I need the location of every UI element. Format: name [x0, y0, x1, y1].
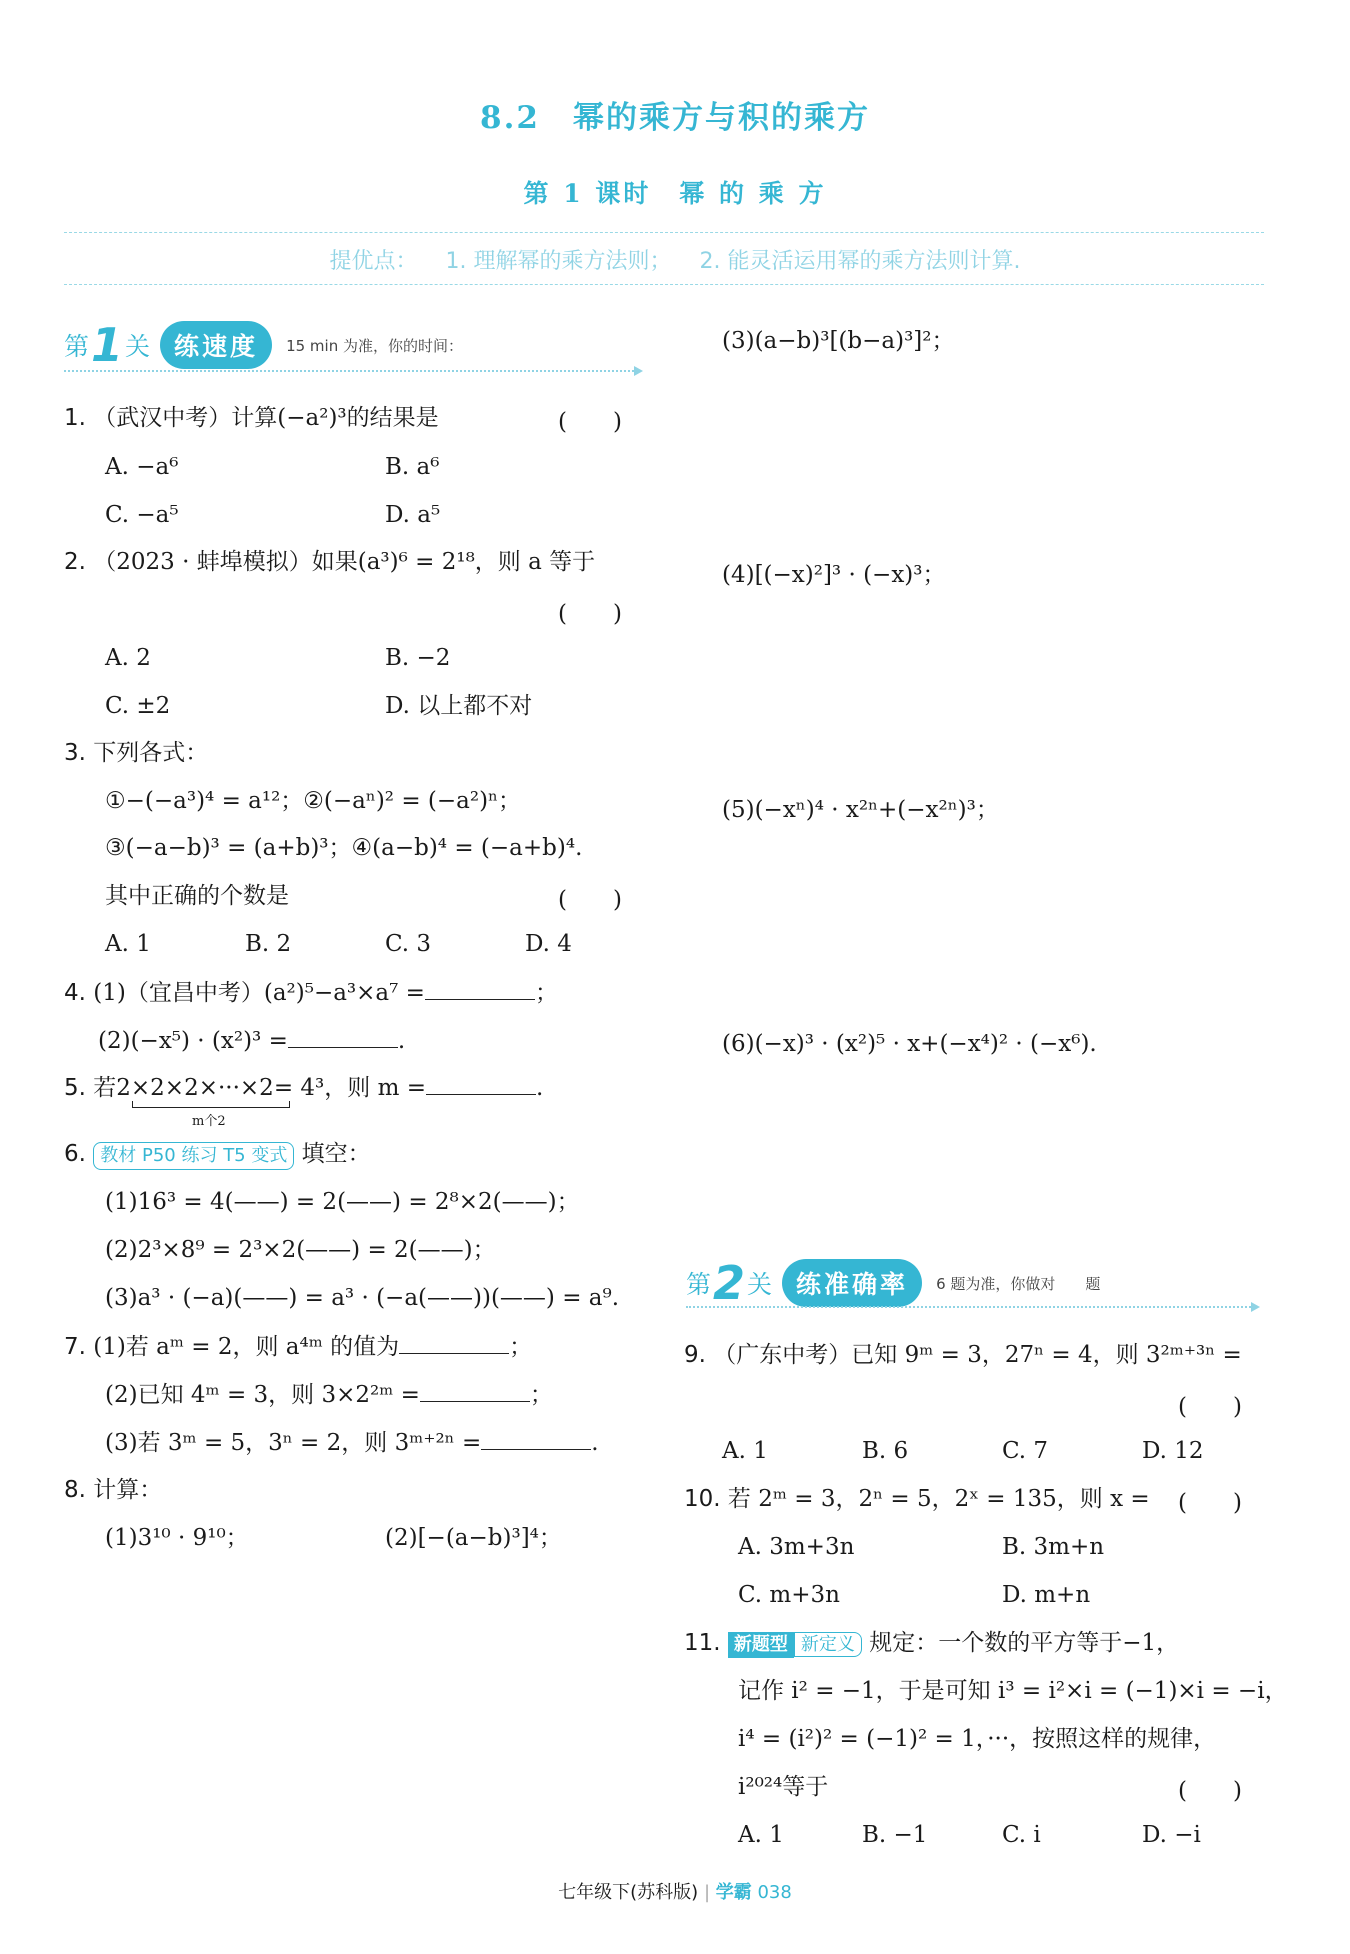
punctuation: . [535, 1075, 544, 1101]
learning-goals [0, 244, 1350, 275]
question-stem: 记作 i² = −1，于是可知 i³ = i²×i = (−1)×i = −i， [738, 1678, 1288, 1704]
goal-2: 2. 能灵活运用幂的乘方法则计算. [699, 249, 1021, 274]
section-title: 8.2 幂的乘方与积的乘方 [480, 100, 870, 136]
punctuation: ； [534, 980, 558, 1006]
section-di: 第 [64, 332, 90, 361]
question-number: 1. [64, 405, 86, 431]
question-10 [684, 1484, 1150, 1514]
answer-paren: ( ) [558, 887, 622, 913]
question-stem: 填空： [301, 1141, 371, 1167]
answer-blank[interactable] [425, 977, 535, 1000]
sub-question: (2)[−(a−b)³]⁴； [385, 1525, 562, 1551]
option-a: A. 1 [738, 1822, 784, 1848]
answer-blank[interactable] [288, 1025, 398, 1048]
section-1-header [64, 318, 463, 378]
grade-label: 七年级下(苏科版) [558, 1882, 699, 1903]
question-7-part-3 [105, 1427, 599, 1458]
section-badge: 练速度 [160, 321, 272, 369]
statement-line: ③(−a−b)³ = (a+b)³；④(a−b)⁴ = (−a+b)⁴. [105, 835, 583, 861]
score-note: 6 题为准，你做对 题 [936, 1274, 1101, 1293]
arrow-icon [1251, 1302, 1260, 1312]
question-number: 5. [64, 1075, 86, 1101]
option-b: B. 6 [862, 1438, 909, 1464]
question-number: 6. [64, 1141, 86, 1167]
question-6 [64, 1139, 371, 1170]
sub-question: (2)(−x⁵) · (x²)³ = [98, 1028, 288, 1054]
question-11 [684, 1628, 1179, 1658]
sub-question: (1)若 aᵐ = 2，则 a⁴ᵐ 的值为 [93, 1334, 400, 1360]
section-guan: 关 [747, 1270, 773, 1299]
option-b: B. −1 [862, 1822, 928, 1848]
brand-name: 学霸 [715, 1882, 752, 1903]
option-c: C. 7 [1002, 1438, 1049, 1464]
goals-label: 提优点： [329, 249, 418, 274]
question-stem: = 4³，则 m = [273, 1075, 426, 1101]
question-number: 7. [64, 1334, 86, 1360]
divider [64, 232, 1264, 233]
option-b: B. −2 [385, 645, 451, 671]
punctuation: ； [529, 1382, 553, 1408]
question-stem: i⁴ = (i²)² = (−1)² = 1，···，按照这样的规律， [738, 1726, 1217, 1752]
answer-blank[interactable] [420, 1379, 530, 1402]
question-stem: 下列各式： [93, 740, 209, 766]
option-a: A. −a⁶ [105, 454, 179, 480]
statement-line: ①−(−a³)⁴ = a¹²；②(−aⁿ)² = (−a²)ⁿ； [105, 788, 522, 814]
page-footer [0, 1878, 1350, 1904]
question-1 [64, 403, 439, 433]
answer-blank[interactable] [399, 1331, 509, 1354]
question-stem: 计算： [93, 1477, 163, 1503]
punctuation: . [397, 1028, 406, 1054]
textbook-tag: 教材 P50 练习 T5 变式 [93, 1142, 294, 1170]
question-2 [64, 547, 595, 577]
sub-question: (3)若 3ᵐ = 5，3ⁿ = 2，则 3ᵐ⁺²ⁿ = [105, 1430, 482, 1456]
time-note: 15 min 为准，你的时间： [286, 336, 463, 355]
question-stem: 若 [93, 1075, 117, 1101]
section-number: 1 [91, 318, 124, 372]
option-c: C. −a⁵ [105, 502, 179, 528]
option-d: D. 以上都不对 [385, 693, 533, 719]
goal-1: 1. 理解幂的乘方法则； [445, 249, 672, 274]
option-b: B. a⁶ [385, 454, 440, 480]
answer-paren: ( ) [1178, 1778, 1242, 1804]
sub-question: (6)(−x)³ · (x²)⁵ · x+(−x⁴)² · (−x⁶). [722, 1031, 1097, 1057]
option-b: B. 3m+n [1002, 1534, 1105, 1560]
section-badge: 练准确率 [782, 1259, 922, 1307]
punctuation: ； [509, 1334, 533, 1360]
question-7 [64, 1331, 532, 1362]
punctuation: . [591, 1430, 599, 1456]
question-4-part-2 [98, 1025, 405, 1056]
dotted-rule [64, 370, 634, 372]
option-a: A. 1 [722, 1438, 768, 1464]
option-c: C. ±2 [105, 693, 171, 719]
lesson-subtitle: 第 1 课时 幂 的 乘 方 [523, 179, 827, 208]
question-number: 3. [64, 740, 86, 766]
question-number: 8. [64, 1477, 86, 1503]
question-stem: （广东中考）已知 9ᵐ = 3，27ⁿ = 4，则 3²ᵐ⁺³ⁿ = [713, 1342, 1242, 1368]
fill-line: (2)2³×8⁹ = 2³×2(——) = 2(——)； [105, 1237, 496, 1263]
dotted-rule [686, 1306, 1251, 1308]
question-3 [64, 738, 208, 768]
question-stem: i²⁰²⁴等于 [738, 1774, 829, 1800]
fill-line: (1)16³ = 4(——) = 2(——) = 2⁸×2(——)； [105, 1189, 580, 1215]
underbrace [132, 1101, 290, 1108]
option-c: C. m+3n [738, 1582, 840, 1608]
option-a: A. 1 [105, 931, 151, 957]
question-8 [64, 1475, 162, 1505]
section-number: 2 [713, 1256, 746, 1310]
sub-question: (1)（宜昌中考）(a²)⁵−a³×a⁷ = [93, 980, 425, 1006]
braced-product: 2×2×2×···×2 [116, 1075, 274, 1101]
question-4 [64, 977, 558, 1008]
question-9 [684, 1340, 1242, 1370]
option-d: D. a⁵ [385, 502, 441, 528]
new-definition-tag: 新定义 [794, 1632, 862, 1657]
question-number: 11. [684, 1630, 721, 1656]
option-b: B. 2 [245, 931, 292, 957]
answer-paren: ( ) [558, 601, 622, 627]
section-di: 第 [686, 1270, 712, 1299]
sub-question: (2)已知 4ᵐ = 3，则 3×2²ᵐ = [105, 1382, 420, 1408]
question-number: 10. [684, 1486, 721, 1512]
brace-label: m个2 [192, 1114, 226, 1129]
sub-question: (1)3¹⁰ · 9¹⁰； [105, 1525, 249, 1551]
new-type-tag: 新题型 [728, 1632, 794, 1658]
answer-blank[interactable] [426, 1072, 536, 1095]
option-c: C. i [1002, 1822, 1041, 1848]
answer-paren: ( ) [1178, 1394, 1242, 1420]
question-number: 9. [684, 1342, 706, 1368]
answer-paren: ( ) [558, 409, 622, 435]
option-a: A. 3m+3n [738, 1534, 855, 1560]
question-stem: 规定：一个数的平方等于−1， [869, 1630, 1180, 1656]
question-stem: （武汉中考）计算(−a²)³的结果是 [93, 405, 439, 431]
option-d: D. m+n [1002, 1582, 1091, 1608]
question-number: 2. [64, 549, 86, 575]
page-number: 038 [757, 1882, 792, 1903]
answer-blank[interactable] [481, 1427, 591, 1450]
option-d: D. 12 [1142, 1438, 1204, 1464]
sub-question: (4)[(−x)²]³ · (−x)³； [722, 562, 946, 588]
option-c: C. 3 [385, 931, 432, 957]
option-d: D. 4 [525, 931, 572, 957]
arrow-icon [634, 366, 643, 376]
sub-question: (5)(−xⁿ)⁴ · x²ⁿ+(−x²ⁿ)³； [722, 797, 999, 823]
divider [64, 284, 1264, 285]
section-guan: 关 [125, 332, 151, 361]
sub-question: (3)(a−b)³[(b−a)³]²； [722, 328, 955, 354]
question-stem: 其中正确的个数是 [105, 883, 289, 909]
question-stem: （2023 · 蚌埠模拟）如果(a³)⁶ = 2¹⁸，则 a 等于 [93, 549, 596, 575]
question-number: 4. [64, 980, 86, 1006]
footer-separator: | [703, 1882, 711, 1903]
question-5 [64, 1072, 543, 1103]
question-7-part-2 [105, 1379, 553, 1410]
option-a: A. 2 [105, 645, 151, 671]
question-stem: 若 2ᵐ = 3，2ⁿ = 5，2ˣ = 135，则 x = [727, 1486, 1150, 1512]
answer-paren: ( ) [1178, 1490, 1242, 1516]
fill-line: (3)a³ · (−a)(——) = a³ · (−a(——))(——) = a⁹. [105, 1285, 620, 1311]
option-d: D. −i [1142, 1822, 1201, 1848]
